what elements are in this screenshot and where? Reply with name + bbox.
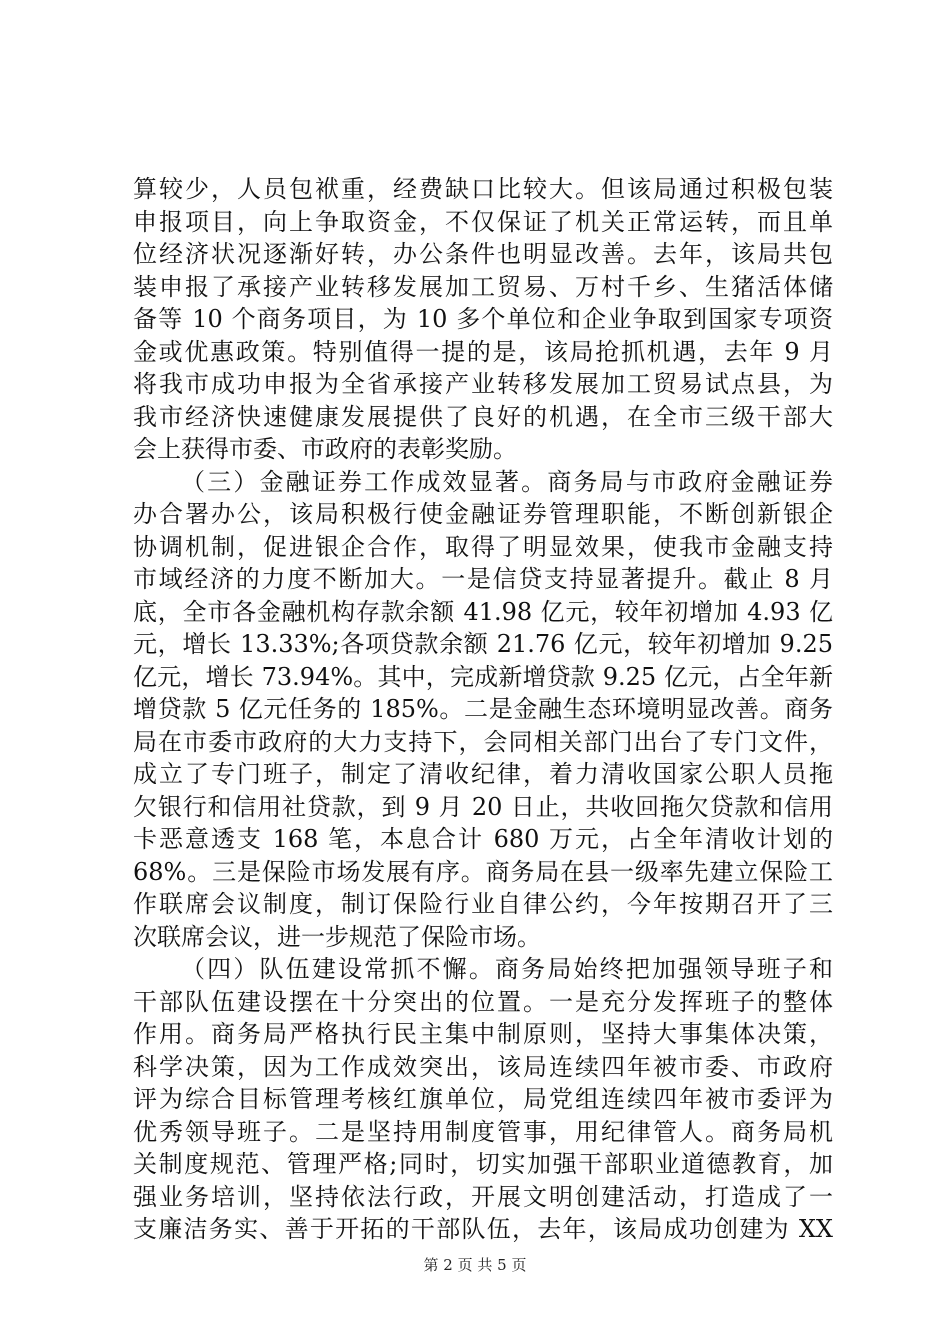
text-line: 元，增长 13.33%;各项贷款余额 21.76 亿元，较年初增加 9.25 bbox=[133, 630, 833, 658]
text-line: 卡恶意透支 168 笔，本息合计 680 万元，占全年清收计划的 bbox=[133, 825, 833, 853]
text-line: 亿元，增长 73.94%。其中，完成新增贷款 9.25 亿元，占全年新 bbox=[133, 662, 833, 691]
text-line: （四）队伍建设常抓不懈。商务局始终把加强领导班子和 bbox=[181, 955, 833, 983]
text-line: 将我市成功申报为全省承接产业转移发展加工贸易试点县，为 bbox=[133, 370, 833, 398]
text-line: 局在市委市政府的大力支持下，会同相关部门出台了专门文件， bbox=[133, 727, 833, 756]
text-line: 作用。商务局严格执行民主集中制原则，坚持大事集体决策， bbox=[133, 1020, 833, 1048]
text-line: 会上获得市委、市政府的表彰奖励。 bbox=[133, 435, 517, 463]
text-line: 68%。三是保险市场发展有序。商务局在县一级率先建立保险工 bbox=[133, 857, 833, 886]
text-line: 科学决策，因为工作成效突出，该局连续四年被市委、市政府 bbox=[133, 1052, 833, 1081]
text-line: 底，全市各金融机构存款余额 41.98 亿元，较年初增加 4.93 亿 bbox=[133, 597, 833, 626]
text-line: 备等 10 个商务项目，为 10 多个单位和企业争取到国家专项资 bbox=[133, 305, 833, 333]
text-line: 成立了专门班子，制定了清收纪律，着力清收国家公职人员拖 bbox=[133, 760, 833, 788]
text-line: 位经济状况逐渐好转，办公条件也明显改善。去年，该局共包 bbox=[133, 240, 833, 268]
text-line: （三）金融证券工作成效显著。商务局与市政府金融证券 bbox=[181, 467, 833, 496]
page-footer: 第 2 页 共 5 页 bbox=[423, 1256, 527, 1274]
text-line: 关制度规范、管理严格;同时，切实加强干部职业道德教育，加 bbox=[133, 1150, 833, 1178]
text-line: 强业务培训，坚持依法行政，开展文明创建活动，打造成了一 bbox=[133, 1182, 833, 1211]
text-line: 次联席会议，进一步规范了保险市场。 bbox=[133, 922, 541, 951]
text-line: 算较少，人员包袱重，经费缺口比较大。但该局通过积极包装 bbox=[133, 175, 833, 203]
text-line: 作联席会议制度，制订保险行业自律公约，今年按期召开了三 bbox=[133, 890, 833, 918]
text-line: 增贷款 5 亿元任务的 185%。二是金融生态环境明显改善。商务 bbox=[133, 695, 833, 723]
text-line: 装申报了承接产业转移发展加工贸易、万村千乡、生猪活体储 bbox=[133, 272, 833, 301]
text-line: 金或优惠政策。特别值得一提的是，该局抢抓机遇，去年 9 月 bbox=[133, 337, 833, 366]
body-text bbox=[133, 173, 833, 1246]
text-line: 优秀领导班子。二是坚持用制度管事，用纪律管人。商务局机 bbox=[133, 1117, 833, 1146]
text-line: 支廉洁务实、善于开拓的干部队伍，去年，该局成功创建为 XX bbox=[133, 1215, 833, 1243]
text-line: 欠银行和信用社贷款，到 9 月 20 日止，共收回拖欠贷款和信用 bbox=[133, 792, 833, 821]
text-line: 评为综合目标管理考核红旗单位，局党组连续四年被市委评为 bbox=[133, 1085, 833, 1113]
text-line: 申报项目，向上争取资金，不仅保证了机关正常运转，而且单 bbox=[133, 207, 833, 236]
text-line: 协调机制，促进银企合作，取得了明显效果，使我市金融支持 bbox=[133, 532, 833, 561]
text-line: 市域经济的力度不断加大。一是信贷支持显著提升。截止 8 月 bbox=[133, 565, 833, 593]
text-line: 办合署办公，该局积极行使金融证券管理职能，不断创新银企 bbox=[133, 500, 833, 528]
text-line: 干部队伍建设摆在十分突出的位置。一是充分发挥班子的整体 bbox=[133, 987, 833, 1016]
text-line: 我市经济快速健康发展提供了良好的机遇，在全市三级干部大 bbox=[133, 402, 833, 431]
